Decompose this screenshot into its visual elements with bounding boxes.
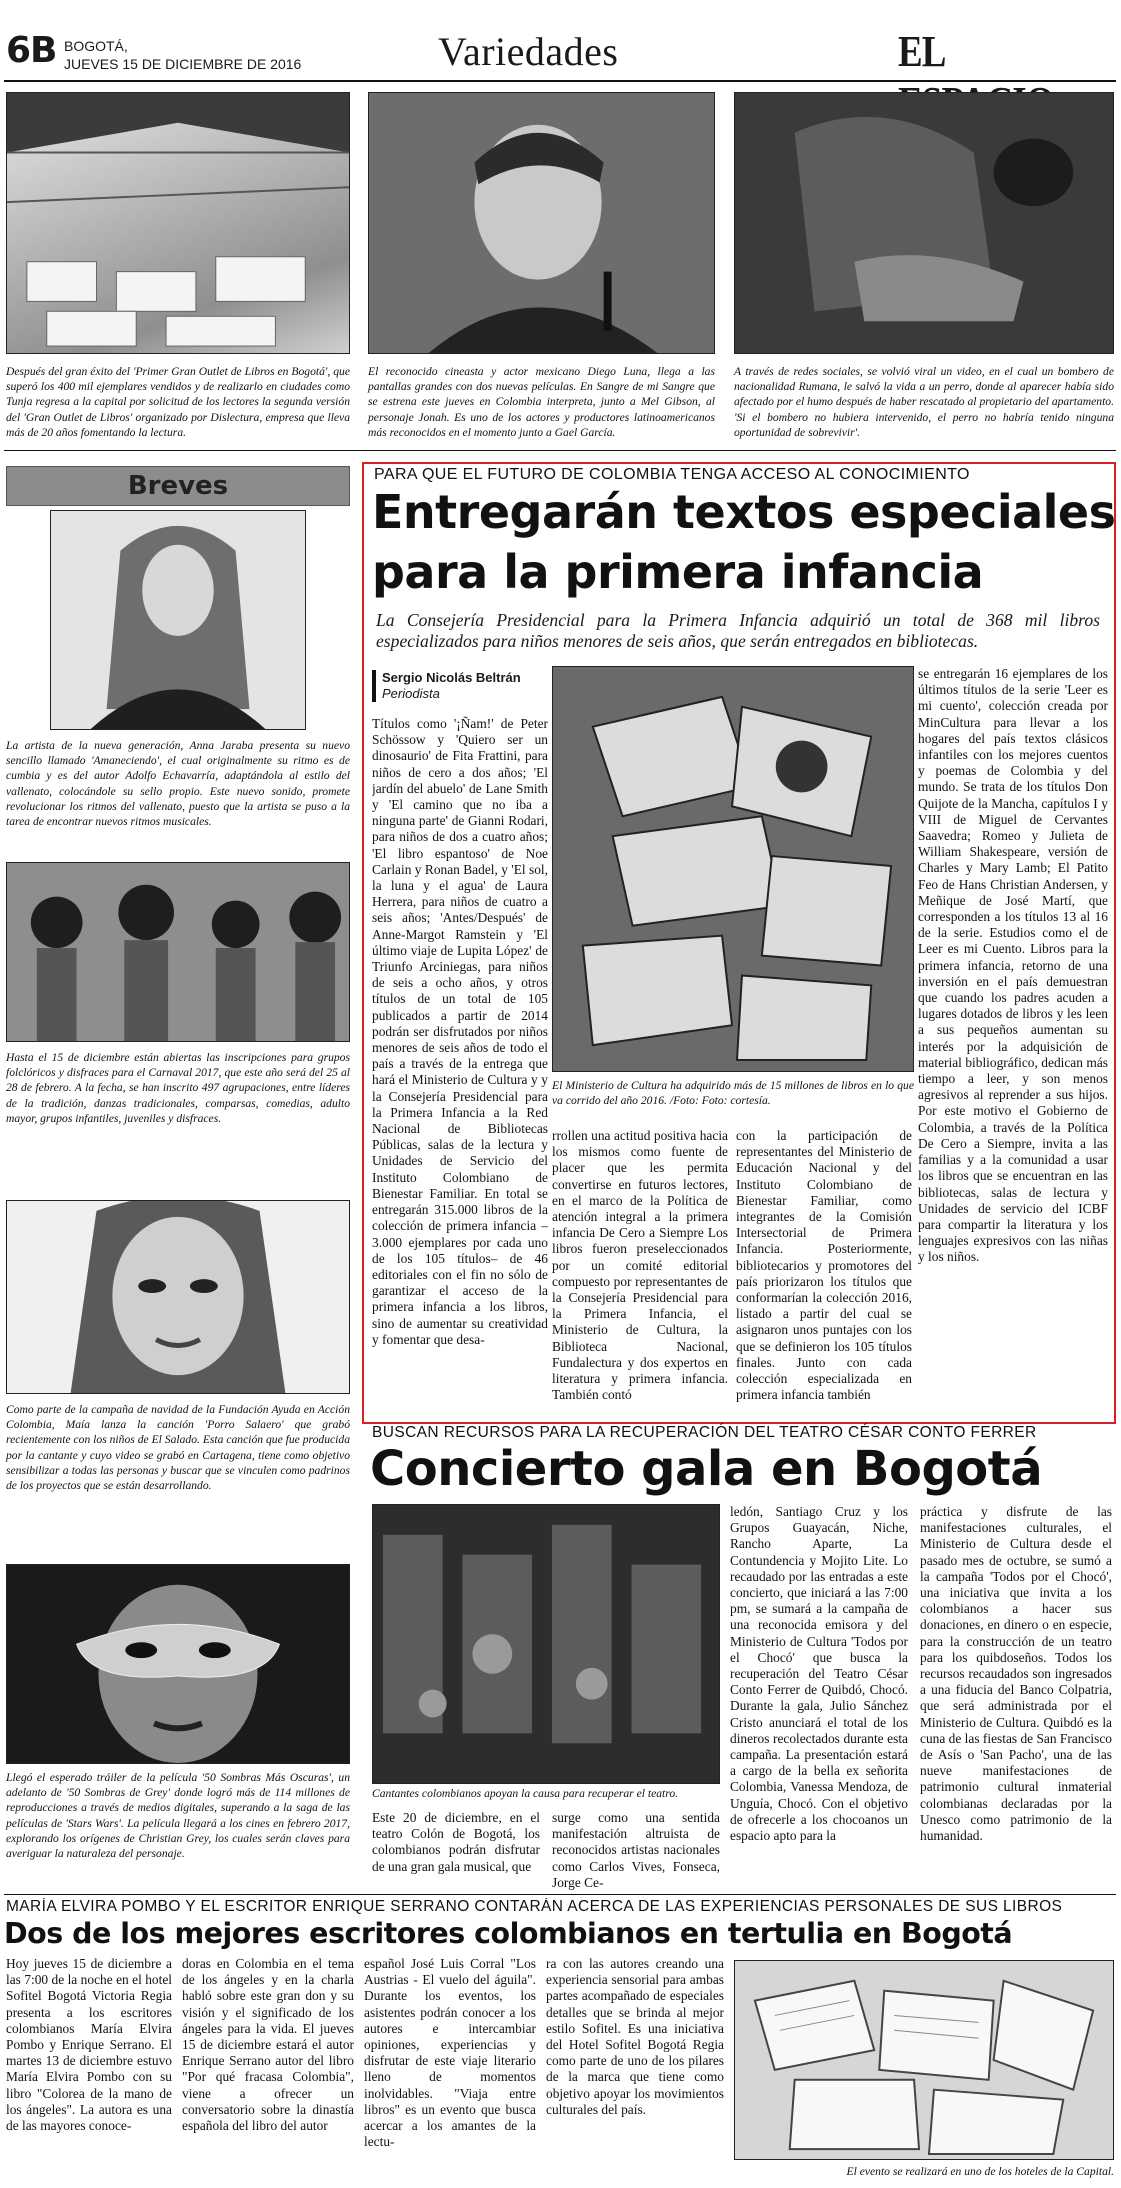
top-section-rule	[4, 450, 1116, 451]
book-outlet-caption: Después del gran éxito del 'Primer Gran Outlet de Libros en Bogotá', que superó los 400 mil ejemplares vendidos y de realizarlo en ciudades como Tunja regresa a la capital por solicitud de los lectores la segunda versión del 'Gran Outlet de Libros' organizado por Dislectura, empresa que lleva más de 20 años fomentando la lectura.	[6, 365, 350, 439]
anna-jaraba-caption: La artista de la nueva generación, Anna Jaraba presenta su nuevo sencillo llamado 'Amaneciendo', el cual originalmente su ritmo es de cumbia y es del autor Adolfo Echavarría, adaptándola al estilo del vallenato, colocándole su sello propio. Este nuevo sonido, promete revolucionar los ritmos del vallenato, puesto que la artista se puso a la tarea de encontrar nuevos ritmos musicales.	[6, 739, 350, 829]
firefighter-photo	[734, 92, 1114, 354]
concert-column-4: práctica y disfrute de las manifestaciones culturales, el Ministerio de Cultura desde el pasado mes de octubre, se sumó a la campaña 'Todos por el Chocó', una iniciativa que invita a los colombianos a hacer sus donaciones, en dinero o en especie, para la construcción de un teatro para los quibdoseños. Todos los recursos recaudados son ingresados a una fiducia del Banco Colpatria, que será administrada por el Ministerio de Cultura. Quibdó es la cuna de las fiestas de San Francisco de Asís o 'San Pacho', una de las nueve manifestaciones de patrimonio cultural inmaterial colombianas declaradas por la Unesco como patrimonio de la humanidad.	[920, 1504, 1112, 1844]
lead-story-kicker: PARA QUE EL FUTURO DE COLOMBIA TENGA ACCESO AL CONOCIMIENTO	[374, 466, 970, 483]
carnaval-photo	[6, 862, 350, 1042]
lead-column-3: con la participación de representantes del Ministerio de Educación Nacional y del Instituto Colombiano de Bienestar Familiar, como integrantes de la Comisión Intersectorial de Primera Infancia. Posteriormente, bibliotecarios y promotores del país priorizaron los títulos que conformarían la colección 2016, listado a partir del cual se asignaron unos puntajes con los que se definieron los 105 títulos finales. Junto con cada colección especializada en primera infancia también	[736, 1128, 912, 1403]
concert-headline: Concierto gala en Bogotá	[370, 1441, 1043, 1497]
diego-luna-caption: El reconocido cineasta y actor mexicano Diego Luna, llega a las pantallas grandes con dos nuevas películas. En Sangre de mi Sangre que se estrena este jueves en Colombia interpreta, junto a Mel Gibson, al personaje Jonah. Es uno de los actores y productores latinoamericanos más reconocidos en el momento junto a Gael García.	[368, 365, 715, 439]
concert-photo-caption: Cantantes colombianos apoyan la causa para recuperar el teatro.	[372, 1787, 679, 1800]
carnaval-caption: Hasta el 15 de diciembre están abiertas las inscripciones para grupos folclóricos y disfraces para el Carnaval 2017, que este año será del 25 al 28 de febrero. A la fecha, se han inscrito 497 agrupaciones, entre líderes de la tradición, danzas tradicionales, comparsas, comedias, adulto mayor, grupos infantiles, juveniles y disfraces.	[6, 1051, 350, 1125]
byline-name: Sergio Nicolás Beltrán	[382, 670, 521, 685]
brand-logo: EL	[898, 27, 944, 76]
lead-column-2: rrollen una actitud positiva hacia los mismos como fuente de placer que les permita convertirse en futuros lectores, en el marco de la Política de atención integral a la primera infancia De Cero a Siempre Los libros fueron preseleccionados por un comité editorial compuesto por representantes de la Consejería Presidencial para la Primera Infancia, el Ministerio de Cultura, la Biblioteca Nacional, Fundalectura y dos expertos en literatura y primera infancia. También contó	[552, 1128, 728, 1403]
writers-headline: Dos de los mejores escritores colombianos en tertulia en Bogotá	[4, 1917, 1013, 1950]
concert-column-2: surge como una sentida manifestación altruista de reconocidos artistas nacionales como Carlos Vives, Fonseca, Jorge Ce-	[552, 1810, 720, 1890]
masthead-rule	[4, 80, 1116, 82]
maia-caption: Como parte de la campaña de navidad de la Fundación Ayuda en Acción Colombia, Maía lanza la canción 'Porro Salaero' que grabó recientemente con los niños de El Salado. Esta canción que fue producida por la cantante y cuyo video se grabó en Cartagena, tiene como objetivo sensibilizar a todas las personas y buscar que se vinculen como padrinos de los proyectos que se están desarrollando.	[6, 1403, 350, 1493]
section-title: Variedades	[438, 29, 619, 74]
masthead-city: BOGOTÁ,	[64, 38, 128, 54]
writers-column-1: Hoy jueves 15 de diciembre a las 7:00 de la noche en el hotel Sofitel Bogotá Victoria Regia presenta a los escritores colombianos María Elvira Pombo y Enrique Serrano. El martes 13 de diciembre estuvo María Elvira Pombo con su libro "Colorea de la mano de los ángeles". La autora es una de las mayores conoce-	[6, 1956, 172, 2134]
writers-top-rule	[4, 1894, 1116, 1895]
writers-photo-caption: El evento se realizará en uno de los hoteles de la Capital.	[846, 2165, 1114, 2178]
concert-kicker: BUSCAN RECURSOS PARA LA RECUPERACIÓN DEL TEATRO CÉSAR CONTO FERRER	[372, 1424, 1037, 1441]
writers-column-2: doras en Colombia en el tema de los ángeles y en la charla habló sobre este gran don y su visión y el significado de los ángeles para la vida. El jueves 15 de diciembre estará el autor Enrique Serrano autor del libro "Por qué fracasa Colombia", viene a ofrecer un conversatorio sobre la dinastía española del libro del autor	[182, 1956, 354, 2134]
fifty-shades-caption: Llegó el esperado tráiler de la película '50 Sombras Más Oscuras', un adelanto de '50 Sombras de Grey' donde logró más de 114 millones de reproducciones a través de medios digitales, superando a la saga de las películas de 'Stars Wars'. La película llegará a los cines en febrero 2017, explorando los orígenes de Christian Grey, los cuales serán claves para averiguar la naturaleza del personaje.	[6, 1771, 350, 1861]
book-outlet-photo	[6, 92, 350, 354]
masthead-date: JUEVES 15 DE DICIEMBRE DE 2016	[64, 56, 302, 72]
lead-column-4: se entregarán 16 ejemplares de los últimos títulos de la serie 'Leer es mi cuento', colección creada por MinCultura para llevar a los hogares del país textos clásicos infantiles con los mejores cuentos y poemas de Colombia y del mundo. Se trata de los títulos Don Quijote de la Mancha, capítulos I y VIII de Miguel de Cervantes Saavedra; Romeo y Julieta de William Shakespeare, versión de Charles y Mary Lamb; El Patito Feo de Hans Christian Andersen, y Meñique de José Martí, que corresponden a los títulos 13 al 16 de la serie. Estudios como el de Leer es mi Cuento. Libros para la primera infancia, retorno de una inversión en el país demuestran que cuando los padres acuden a lugares dotados de libros y les leen a sus pequeños aumentan su interés por la adquisición de material bibliográfico, dedican más tiempo a leer, y son menos agresivos al reprender a sus hijos. Por este motivo el Gobierno de Colombia, a través de la Política De Cero a Siempre, invita a las familias y a la comunidad a usar los libros que se encuentran en las bibliotecas, salas de lectura y Unidades de servicio del ICBF para compartir la literatura y los lenguajes expresivos con las niñas y los niños.	[918, 666, 1108, 1265]
lead-headline-line1: Entregarán textos especiales	[372, 485, 1116, 539]
lead-headline-line2: para la primera infancia	[372, 545, 984, 599]
writers-books-photo	[734, 1960, 1114, 2160]
writers-column-3: español José Luis Corral "Los Austrias - El vuelo del águila". Durante los eventos, los asistentes podrán conocer a los autores e intercambiar opiniones, experiencias y disfrutar de este viaje literario lleno de momentos inolvidables. "Viaja entre libros" es un evento que busca acercar a los amantes de la lectu-	[364, 1956, 536, 2150]
lead-column-1: Títulos como '¡Ñam!' de Peter Schössow y 'Quiero ser un dinosaurio' de Fita Frattini, para niños de cero a dos años; 'El jardín del abuelo' de Lane Smith y 'El camino que no iba a ninguna parte' de Gianni Rodari, para niños de dos a cuatro años; 'El libro espantoso' de Noe Carlain y Ronan Badel, y 'El sol, la luna y el agua' de Laura Herrera, para niños de cuatro a seis años; 'Antes/Después' de Anne-Margot Ramstein y 'El último viaje de Lupita López' de Triunfo Arciniegas, para niños de seis a ocho años, y otros títulos de un total de 105 publicados a partir de 2014 podrán ser disfrutados por niños menores de seis años de todo el país a través de la entrega que hará el Ministerio de Cultura y y la Consejería Presidencial para la Primera Infancia a la Red Nacional de Bibliotecas Públicas, salas de la lectura y Unidades de Servicio del Instituto Colombiano de Bienestar Familiar. En total se entregarán 315.000 libros de la colección de primera infancia –3.000 ejemplares por cada uno de los 105 títulos– de 46 editoriales con el fin no sólo de garantizar el acceso de la primera infancia a los libros, sino de aumentar su creatividad y fomentar que desa-	[372, 716, 548, 1347]
writers-kicker: MARÍA ELVIRA POMBO Y EL ESCRITOR ENRIQUE SERRANO CONTARÁN ACERCA DE LAS EXPERIENCIAS PERSONALES DE SUS LIBROS	[6, 1898, 1063, 1915]
concert-column-3: ledón, Santiago Cruz y los Grupos Guayacán, Niche, Rancho Aparte, La Contundencia y Mojito Lite. Lo recaudado por las entradas a este concierto, que iniciará a las 7:00 pm, se sumará a la campaña de una reconocida emisora y del Ministerio de Cultura 'Todos por el Chocó' que busca la recuperación del Teatro César Conto Ferrer de Quibdó, Chocó. Durante la gala, Julio Sánchez Cristo anunciará el total de los dineros recolectados durante esta campaña. La presentación estará a cargo de la bella ex señorita Colombia, Vanessa Mendoza, de Unguía, Chocó. Con el objetivo de ofrecerle a los chocoanos un espacio apto para la	[730, 1504, 908, 1844]
breves-header	[6, 466, 350, 506]
lead-byline	[372, 670, 552, 702]
maia-photo	[6, 1200, 350, 1394]
fifty-shades-photo	[6, 1564, 350, 1764]
lead-photo-caption: El Ministerio de Cultura ha adquirido más de 15 millones de libros en lo que va corrido del año 2016. /Foto: Foto: cortesía.	[552, 1079, 914, 1108]
concert-photo	[372, 1504, 720, 1784]
diego-luna-photo	[368, 92, 715, 354]
masthead	[0, 0, 1121, 90]
anna-jaraba-photo	[50, 510, 306, 730]
firefighter-caption: A través de redes sociales, se volvió viral un video, en el cual un bombero de nacionalidad Rumana, le salvó la vida a un perro, donde al aparecer había sido afectado por el humo después de haber rescatado al propietario del apartamento. 'Si el bombero no hubiera intervenido, el perro no habría tenido ninguna oportunidad de sobrevivir'.	[734, 365, 1114, 439]
concert-column-1: Este 20 de diciembre, en el teatro Colón de Bogotá, los colombianos podrán disfrutar de una gran gala musical, que	[372, 1810, 540, 1874]
lead-books-photo	[552, 666, 914, 1072]
breves-title: Breves	[127, 471, 229, 501]
page-number: 6B	[6, 30, 57, 71]
lead-deck: La Consejería Presidencial para la Primera Infancia adquirió un total de 368 mil libros especializados para niños menores de seis años, que serán entregados en bibliotecas.	[376, 610, 1100, 651]
writers-column-4: ra con las autores creando una experiencia sensorial para ambas partes acompañado de especiales detalles que se brinda al mejor estilo Sofitel. Es una iniciativa del Hotel Sofitel Bogotá Regia como parte de uno de los pilares de la marca que tiene como objetivo apoyar los movimientos culturales del país.	[546, 1956, 724, 2117]
byline-role: Periodista	[382, 686, 440, 701]
